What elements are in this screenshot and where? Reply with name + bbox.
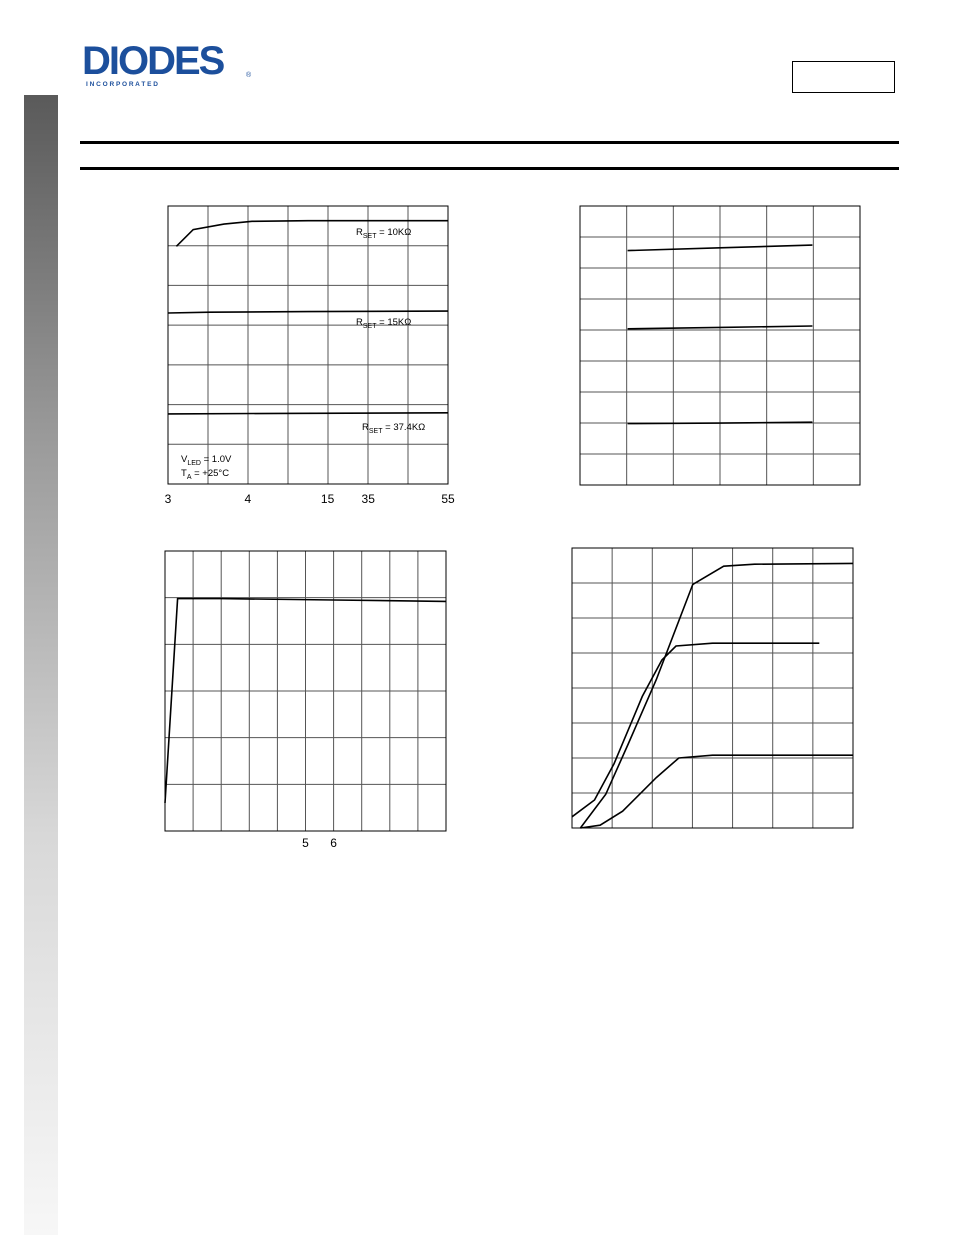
chart-annotation: RSET = 37.4KΩ — [362, 422, 426, 435]
logo-tagline: I N C O R P O R A T E D — [86, 81, 158, 88]
series-line-3 — [580, 755, 853, 828]
chart-annotation: TA = +25°C — [181, 468, 230, 481]
series-line-2 — [572, 643, 819, 817]
plot-frame — [168, 206, 448, 484]
chart-bottom-left — [165, 551, 446, 850]
chart-annotation: RSET = 15KΩ — [356, 317, 412, 330]
x-tick-label: 55 — [441, 492, 455, 506]
chart-annotation: RSET = 10KΩ — [356, 227, 412, 240]
series-line-2 — [168, 311, 448, 313]
chart-annotation: VLED = 1.0V — [181, 454, 232, 467]
chart-top-right — [580, 206, 860, 485]
logo-registered-mark: ® — [246, 72, 252, 79]
logo-wordmark: DIODES — [82, 40, 224, 83]
chart-top-left — [165, 206, 455, 506]
x-tick-label: 6 — [330, 836, 337, 850]
x-tick-label: 15 — [320, 492, 335, 506]
chart-bottom-right — [572, 548, 853, 828]
series-line-3 — [168, 413, 448, 414]
x-tick-label: 35 — [361, 492, 375, 506]
x-tick-label: 5 — [302, 836, 309, 850]
series-line-1 — [580, 563, 853, 828]
x-tick-label: 4 — [244, 492, 252, 506]
x-tick-label: 3 — [164, 492, 172, 506]
